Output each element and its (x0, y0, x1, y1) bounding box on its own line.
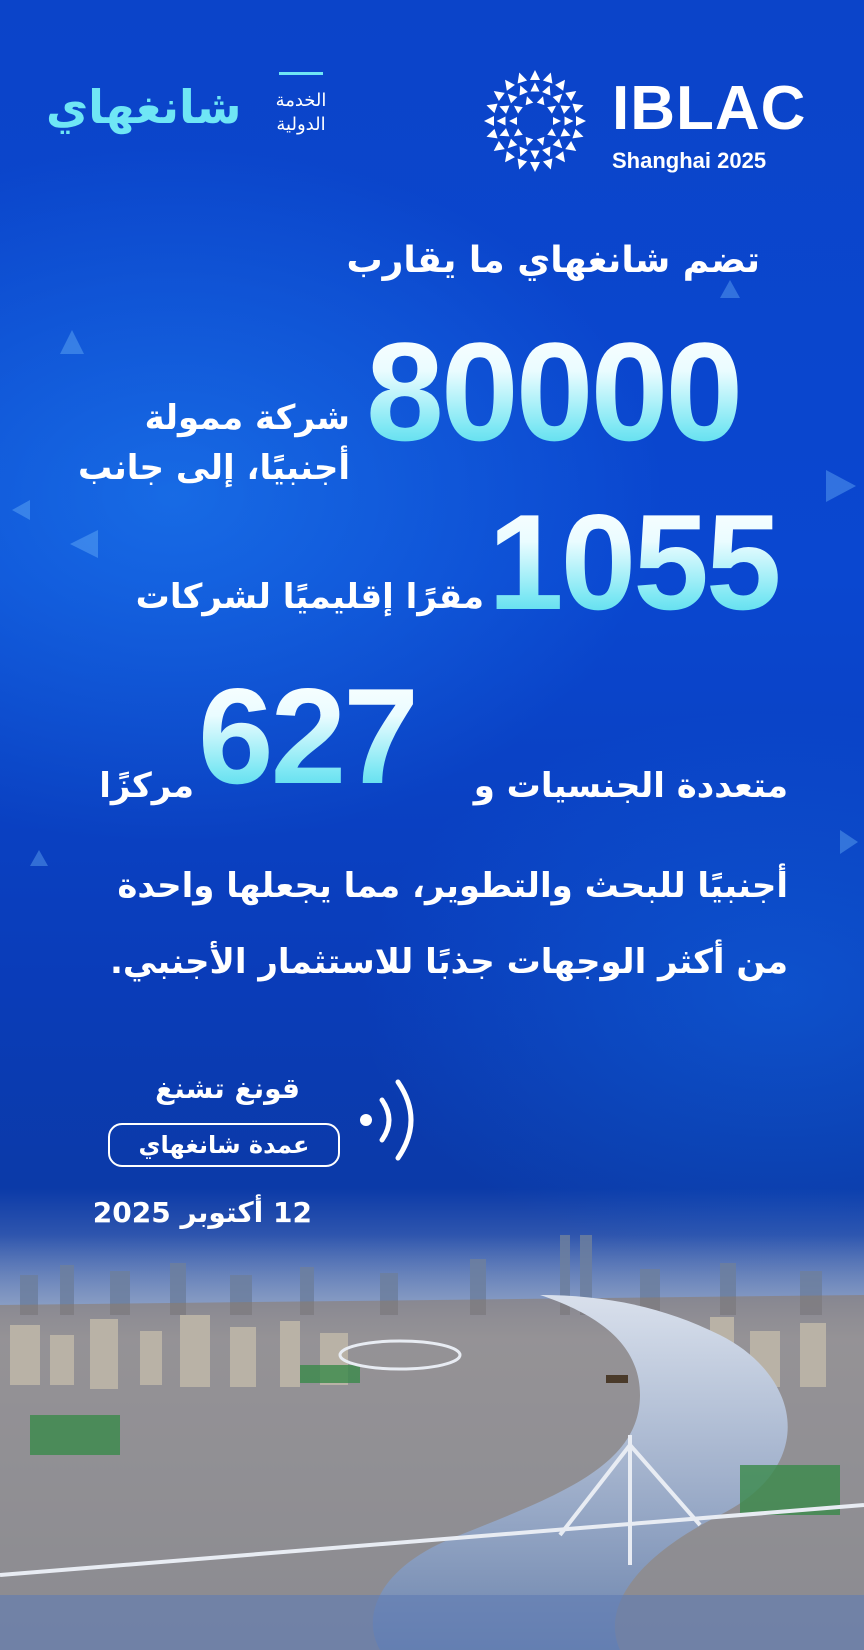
logo-triangle (565, 117, 574, 126)
logo-triangle (516, 84, 528, 96)
logo-triangle (542, 84, 554, 96)
stat-text-centers: مركزًا (99, 766, 194, 806)
stat-number-companies: 80000 (366, 313, 741, 470)
intro-text: تضم شانغهاي ما يقارب (346, 240, 760, 281)
logo-triangle (501, 77, 515, 91)
logo-triangle (555, 151, 569, 165)
logo-triangle (523, 95, 533, 105)
stat-text-multinational: متعددة الجنسيات و (473, 766, 788, 806)
logo-triangle (572, 100, 585, 113)
logo-triangle (553, 139, 566, 152)
logo-triangle (561, 128, 573, 140)
speaker-role-badge: عمدة شانغهاي (108, 1123, 340, 1167)
logo-triangle (543, 158, 556, 171)
logo-triangle (514, 71, 527, 84)
logo-triangle (505, 139, 518, 152)
city-skyline-image (0, 1235, 864, 1650)
decor-shard (70, 530, 98, 558)
iblac-logo-icon (480, 66, 590, 176)
brand-title: شانغهاي (46, 80, 242, 134)
logo-triangle (512, 128, 523, 139)
logo-triangle (537, 137, 547, 147)
logo-triangle (576, 116, 586, 126)
logo-triangle (484, 116, 494, 126)
logo-triangle (501, 151, 515, 165)
paragraph-line2: من أكثر الوجهات جذبًا للاستثمار الأجنبي. (109, 942, 788, 982)
logo-triangle (565, 87, 579, 101)
logo-triangle (485, 129, 498, 142)
logo-triangle (498, 102, 510, 114)
logo-name: IBLAC (612, 74, 807, 143)
stat-text-companies-line1: شركة ممولة (144, 398, 350, 438)
logo-triangle (485, 100, 498, 113)
decor-shard (826, 470, 856, 502)
service-label-line2: الدولية (276, 114, 326, 135)
logo-triangle (547, 128, 558, 139)
logo-triangle (553, 91, 566, 104)
logo-triangle (505, 91, 518, 104)
service-label (262, 72, 340, 137)
logo-triangle (530, 70, 540, 80)
quote-date: 12 أكتوبر 2025 (92, 1196, 312, 1229)
logo-triangle (537, 95, 547, 105)
logo-triangle (497, 117, 506, 126)
decor-shard (720, 280, 740, 298)
logo-triangle (531, 83, 540, 92)
logo-triangle (530, 162, 540, 172)
logo-triangle (555, 77, 569, 91)
paragraph-line1: أجنبيًا للبحث والتطوير، مما يجعلها واحدة (117, 866, 788, 906)
speaker-name: قونغ تشنغ (155, 1072, 300, 1105)
logo-triangle (514, 158, 527, 171)
broadcast-icon (352, 1070, 432, 1170)
accent-bar (279, 72, 323, 75)
logo-triangle (531, 151, 540, 160)
decor-shard (12, 500, 30, 520)
logo-triangle (543, 71, 556, 84)
logo-triangle (512, 102, 523, 113)
logo-triangle (523, 137, 533, 147)
decor-shard (30, 850, 48, 866)
logo-triangle (516, 147, 528, 159)
logo-triangle (509, 117, 517, 125)
logo-triangle (491, 87, 505, 101)
logo-triangle (565, 141, 579, 155)
decor-shard (60, 330, 84, 354)
logo-triangle (498, 128, 510, 140)
logo-triangle (542, 147, 554, 159)
logo-triangle (547, 102, 558, 113)
logo-subtitle: Shanghai 2025 (612, 148, 767, 173)
stat-text-headquarters: مقرًا إقليميًا لشركات (135, 577, 484, 617)
service-label-line1: الخدمة (275, 90, 327, 111)
stat-text-companies-line2: أجنبيًا، إلى جانب (78, 448, 350, 488)
logo-triangle (561, 102, 573, 114)
stat-number-headquarters: 1055 (488, 486, 779, 638)
stat-number-rd-centers: 627 (198, 660, 416, 812)
decor-shard (840, 830, 858, 854)
logo-triangle (572, 129, 585, 142)
logo-triangle (491, 141, 505, 155)
logo-triangle (553, 117, 561, 125)
